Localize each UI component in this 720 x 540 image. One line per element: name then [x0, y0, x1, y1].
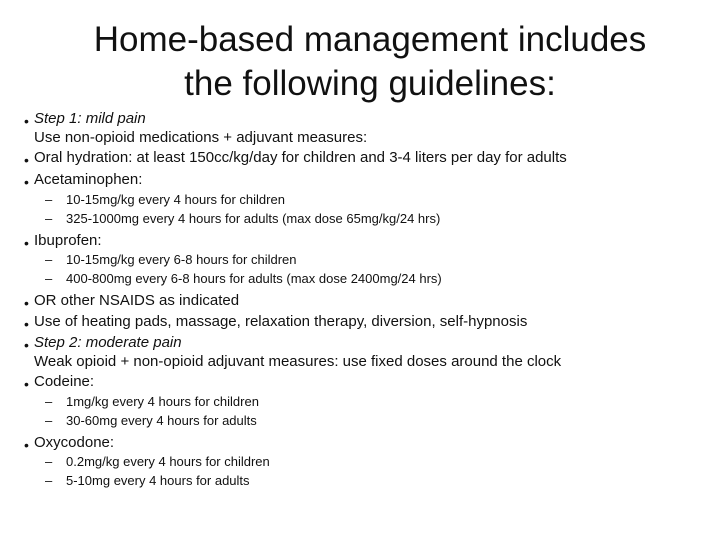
codeine-line: Codeine: [34, 373, 95, 390]
ibuprofen-children: 10-15mg/kg every 6-8 hours for children [66, 252, 297, 267]
step1-heading: Step 1: mild pain [34, 110, 146, 127]
dash-marker: – [45, 413, 53, 428]
dash-marker: – [45, 252, 53, 267]
bullet-marker: • [24, 337, 29, 353]
nonopioid-line: Use non-opioid medications + adjuvant measures: [34, 129, 368, 146]
oxycodone-adults: 5-10mg every 4 hours for adults [66, 473, 250, 488]
bullet-marker: • [24, 174, 29, 190]
oxycodone-children: 0.2mg/kg every 4 hours for children [66, 454, 270, 469]
title-line-1: Home-based management includes [93, 20, 647, 59]
bullet-marker: • [24, 235, 29, 251]
nsaids-line: OR other NSAIDS as indicated [34, 292, 240, 309]
ibuprofen-line: Ibuprofen: [34, 232, 102, 249]
acetaminophen-children: 10-15mg/kg every 4 hours for children [66, 192, 285, 207]
heating-line: Use of heating pads, massage, relaxation therapy, diversion, self-hypnosis [34, 313, 528, 330]
step2-heading: Step 2: moderate pain [34, 334, 182, 351]
dash-marker: – [45, 271, 53, 286]
dash-marker: – [45, 454, 53, 469]
codeine-children: 1mg/kg every 4 hours for children [66, 394, 259, 409]
hydration-line: Oral hydration: at least 150cc/kg/day for children and 3-4 liters per day for adults [34, 149, 567, 166]
bullet-marker: • [24, 437, 29, 453]
acetaminophen-line: Acetaminophen: [34, 171, 143, 188]
title-line-2: the following guidelines: [184, 64, 556, 103]
dash-marker: – [45, 394, 53, 409]
weak-opioid-line: Weak opioid + non-opioid adjuvant measures: use fixed doses around the clock [34, 353, 562, 370]
bullet-marker: • [24, 376, 29, 392]
codeine-adults: 30-60mg every 4 hours for adults [66, 413, 257, 428]
bullet-marker: • [24, 295, 29, 311]
bullet-marker: • [24, 152, 29, 168]
oxycodone-line: Oxycodone: [34, 434, 115, 451]
dash-marker: – [45, 211, 53, 226]
bullet-marker: • [24, 316, 29, 332]
dash-marker: – [45, 192, 53, 207]
acetaminophen-adults: 325-1000mg every 4 hours for adults (max dose 65mg/kg/24 hrs) [66, 211, 441, 226]
ibuprofen-adults: 400-800mg every 6-8 hours for adults (max dose 2400mg/24 hrs) [66, 271, 442, 286]
dash-marker: – [45, 473, 53, 488]
bullet-marker: • [24, 113, 29, 129]
